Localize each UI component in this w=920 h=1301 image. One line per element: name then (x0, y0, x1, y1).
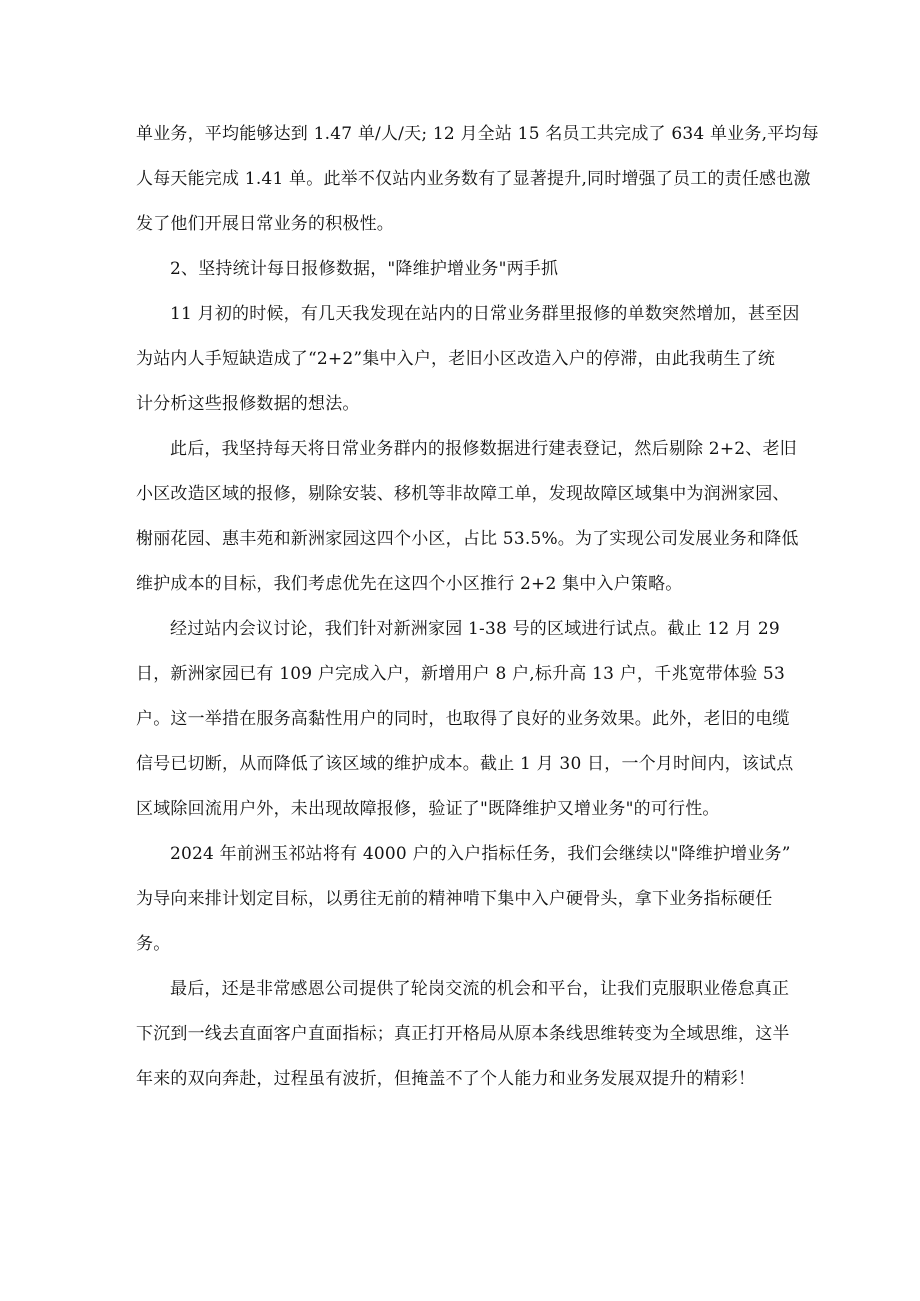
text-line: 经过站内会议讨论，我们针对新洲家园 1-38 号的区域进行试点。截止 12 月 29 (170, 619, 780, 639)
text-line: 区域除回流用户外，未出现故障报修，验证了"既降维护又增业务"的可行性。 (136, 799, 720, 819)
text-line: 下沉到一线去直面客户直面指标；真正打开格局从原本条线思维转变为全域思维，这半 (136, 1024, 790, 1044)
text-line: 2024 年前洲玉祁站将有 4000 户的入户指标任务，我们会继续以"降维护增业务” (170, 844, 791, 864)
text-line: 人每天能完成 1.41 单。此举不仅站内业务数有了显著提升,同时增强了员工的责任感也激 (136, 169, 811, 189)
text-line: 年来的双向奔赴，过程虽有波折，但掩盖不了个人能力和业务发展双提升的精彩！ (136, 1069, 756, 1089)
text-line: 维护成本的目标，我们考虑优先在这四个小区推行 2+2 集中入户策略。 (136, 574, 683, 594)
text-line: 发了他们开展日常业务的积极性。 (136, 214, 394, 234)
text-line: 为导向来排计划定目标，以勇往无前的精神啃下集中入户硬骨头，拿下业务指标硬任 (136, 889, 773, 909)
section-heading: 2、坚持统计每日报修数据，"降维护增业务"两手抓 (170, 259, 559, 279)
text-line: 计分析这些报修数据的想法。 (136, 394, 360, 414)
text-line: 11 月初的时候，有几天我发现在站内的日常业务群里报修的单数突然增加，甚至因 (170, 304, 800, 324)
text-line: 信号已切断，从而降低了该区域的维护成本。截止 1 月 30 日，一个月时间内，该试点 (136, 754, 794, 774)
text-line: 单业务，平均能够达到 1.47 单/人/天; 12 月全站 15 名员工共完成了 634 单业务,平均每 (136, 124, 819, 144)
text-line: 榭丽花园、惠丰苑和新洲家园这四个小区，占比 53.5%。为了实现公司发展业务和降低 (136, 529, 799, 549)
text-line: 为站内人手短缺造成了“2+2”集中入户，老旧小区改造入户的停滞，由此我萌生了统 (136, 349, 776, 369)
text-line: 务。 (136, 934, 171, 954)
text-line: 日，新洲家园已有 109 户完成入户，新增用户 8 户,标升高 13 户，千兆宽带体验 53 (136, 664, 785, 684)
text-line: 小区改造区域的报修，剔除安装、移机等非故障工单，发现故障区域集中为润洲家园、 (136, 484, 790, 504)
text-line: 户。这一举措在服务高黏性用户的同时，也取得了良好的业务效果。此外，老旧的电缆 (136, 709, 790, 729)
text-line: 此后，我坚持每天将日常业务群内的报修数据进行建表登记，然后剔除 2+2、老旧 (170, 439, 797, 459)
text-line: 最后，还是非常感恩公司提供了轮岗交流的机会和平台，让我们克服职业倦怠真正 (170, 979, 790, 999)
